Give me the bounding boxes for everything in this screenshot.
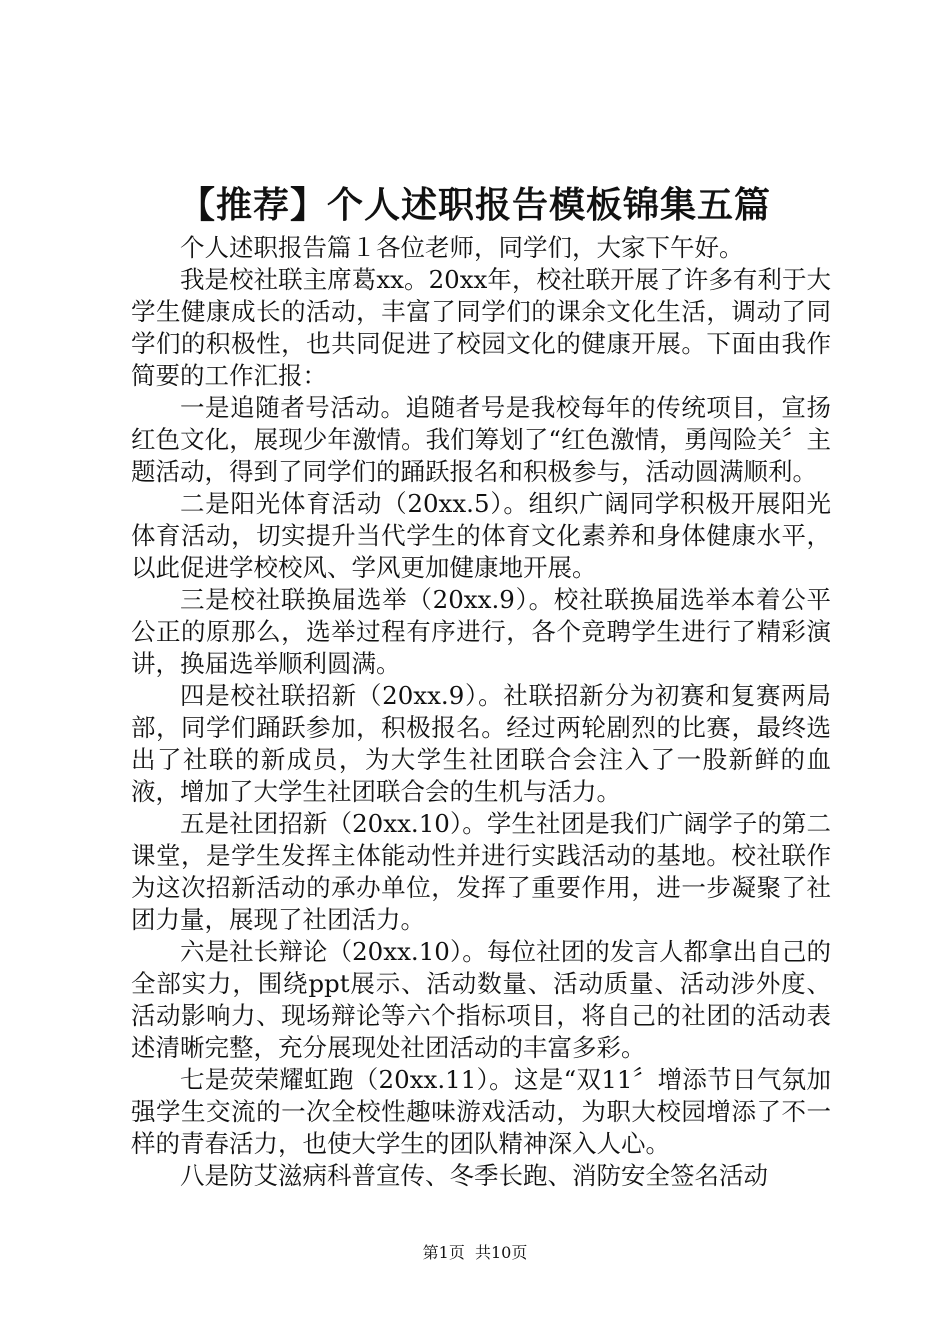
page-number-label: 第1页 共10页 bbox=[422, 1243, 528, 1262]
paragraph-item-1: 一是追随者号活动。追随者号是我校每年的传统项目，宣扬红色文化，展现少年激情。我们筹划了“红色激情，勇闯险关〞主题活动，得到了同学们的踊跃报名和积极参与，活动圆满顺利。 bbox=[131, 393, 831, 486]
paragraph-intro: 个人述职报告篇１各位老师，同学们，大家下午好。 bbox=[180, 233, 744, 262]
page-footer bbox=[0, 1242, 950, 1264]
paragraph-item-5: 五是社团招新（20xx.10）。学生社团是我们广阔学子的第二课堂，是学生发挥主体能动性并进行实践活动的基地。校社联作为这次招新活动的承办单位，发挥了重要作用，进一步凝聚了社团力量，展现了社团活力。 bbox=[131, 809, 831, 934]
document-body bbox=[131, 232, 831, 1192]
paragraph-item-4: 四是校社联招新（20xx.9）。社联招新分为初赛和复赛两局部，同学们踊跃参加，积极报名。经过两轮剧烈的比赛，最终选出了社联的新成员，为大学生社团联合会注入了一股新鲜的血液，增加了大学生社团联合会的生机与活力。 bbox=[131, 681, 831, 806]
paragraph-self-introduction: 我是校社联主席葛xx。20xx年，校社联开展了许多有利于大学生健康成长的活动，丰富了同学们的课余文化生活，调动了同学们的积极性，也共同促进了校园文化的健康开展。下面由我作简要的工作汇报： bbox=[131, 265, 831, 390]
paragraph-item-3: 三是校社联换届选举（20xx.9）。校社联换届选举本着公平公正的原那么，选举过程有序进行，各个竞聘学生进行了精彩演讲，换届选举顺利圆满。 bbox=[131, 585, 831, 678]
paragraph-item-2: 二是阳光体育活动（20xx.5）。组织广阔同学积极开展阳光体育活动，切实提升当代学生的体育文化素养和身体健康水平，以此促进学校校风、学风更加健康地开展。 bbox=[131, 489, 831, 582]
paragraph-item-8: 八是防艾滋病科普宣传、冬季长跑、消防安全签名活动 bbox=[180, 1161, 768, 1190]
paragraph-item-6: 六是社长辩论（20xx.10）。每位社团的发言人都拿出自己的全部实力，围绕ppt展示、活动数量、活动质量、活动涉外度、活动影响力、现场辩论等六个指标项目，将自己的社团的活动表述清晰完整，充分展现处社团活动的丰富多彩。 bbox=[131, 937, 831, 1062]
document-title: 【推荐】个人述职报告模板锦集五篇 bbox=[178, 184, 771, 226]
paragraph-item-7: 七是荧荣耀虹跑（20xx.11）。这是“双11〞增添节日气氛加强学生交流的一次全校性趣味游戏活动，为职大校园增添了不一样的青春活力，也使大学生的团队精神深入人心。 bbox=[131, 1065, 831, 1158]
